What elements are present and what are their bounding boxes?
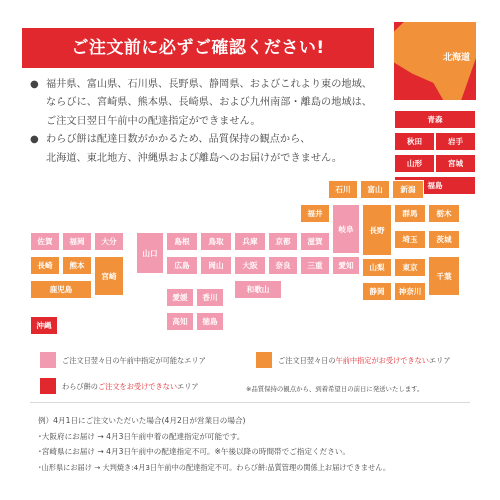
notice-text: わらび餅は配達日数がかかるため、品質保持の観点から、 北海道、東北地方、沖縄県および離島へのお届けができません。 bbox=[46, 134, 343, 164]
map-hokkaido bbox=[394, 22, 476, 100]
pref-yamanashi: 山梨 bbox=[362, 258, 392, 277]
pref-chiba: 千葉 bbox=[428, 256, 460, 296]
legend-orange-text-c: エリア bbox=[428, 356, 451, 365]
pref-nagasaki: 長崎 bbox=[30, 256, 60, 275]
pref-wakayama: 和歌山 bbox=[234, 280, 282, 299]
legend-orange-text-a: ご注文日翌々日の bbox=[278, 356, 336, 365]
pref-hyogo: 兵庫 bbox=[234, 232, 266, 251]
pref-tokushima: 徳島 bbox=[196, 312, 224, 331]
pref-gifu: 岐阜 bbox=[332, 204, 360, 254]
pref-label-hokkaido: 北海道 bbox=[442, 53, 470, 63]
pref-kochi: 高知 bbox=[166, 312, 194, 331]
example-line: ･宮崎県にお届け → 4月3日午前中の配達指定不可。※午後以降の時間帯でご指定ください。 bbox=[38, 447, 350, 457]
pref-okinawa: 沖縄 bbox=[30, 316, 58, 335]
pref-miyazaki: 宮崎 bbox=[94, 256, 124, 296]
pref-nara: 奈良 bbox=[268, 256, 298, 275]
legend-red-label bbox=[62, 382, 199, 392]
bullet-icon: ● bbox=[30, 79, 39, 90]
pref-fukui: 福井 bbox=[300, 204, 330, 223]
notice-item bbox=[30, 131, 380, 168]
pref-shizuoka: 静岡 bbox=[362, 282, 392, 301]
divider bbox=[30, 402, 470, 403]
pref-tottori: 鳥取 bbox=[200, 232, 232, 251]
pref-yamaguchi: 山口 bbox=[136, 232, 164, 274]
pref-miyagi: 宮城 bbox=[435, 154, 476, 173]
pref-kumamoto: 熊本 bbox=[62, 256, 92, 275]
notice-item bbox=[30, 76, 380, 131]
pref-osaka: 大阪 bbox=[234, 256, 266, 275]
notice-banner: ご注文前に必ずご確認ください! bbox=[22, 28, 374, 68]
pref-fukuoka: 福岡 bbox=[62, 232, 92, 251]
pref-gunma: 群馬 bbox=[394, 204, 426, 223]
pref-kagoshima: 鹿児島 bbox=[30, 280, 92, 299]
pref-tochigi: 栃木 bbox=[428, 204, 460, 223]
legend-orange-swatch bbox=[256, 352, 272, 368]
pref-ibaraki: 茨城 bbox=[428, 230, 460, 249]
example-line: ･大阪府にお届け → 4月3日午前中着の配達指定が可能です。 bbox=[38, 431, 245, 441]
legend-orange-label bbox=[278, 356, 451, 366]
pref-shiga: 滋賀 bbox=[300, 232, 330, 251]
pref-aomori: 青森 bbox=[394, 110, 476, 129]
pref-nagano: 長野 bbox=[362, 204, 392, 256]
pref-fukushima: 福島 bbox=[394, 176, 476, 195]
pref-iwate: 岩手 bbox=[435, 132, 476, 151]
legend-footnote: ※品質保持の観点から、到着希望日の前日に発送いたします。 bbox=[246, 385, 424, 393]
legend-red-swatch bbox=[40, 378, 56, 394]
legend-red-text-c: エリア bbox=[177, 382, 199, 391]
bullet-icon: ● bbox=[30, 134, 39, 146]
pref-oita: 大分 bbox=[94, 232, 124, 251]
pref-okayama: 岡山 bbox=[200, 256, 232, 275]
notice-text: 福井県、富山県、石川県、長野県、静岡県、およびこれより東の地域、 ならびに、宮崎県、熊本県、長崎県、および九州南部・離島の地域は、 ご注文日翌日午前中の配達指定ができません。 bbox=[46, 79, 372, 127]
pref-kagawa: 香川 bbox=[196, 288, 224, 307]
pref-ehime: 愛媛 bbox=[166, 288, 194, 307]
pref-tokyo: 東京 bbox=[394, 258, 426, 277]
legend-red-text-a: わらび餅の bbox=[62, 382, 98, 391]
legend-red-text-b: ご注文をお受けできない bbox=[97, 382, 178, 391]
pref-saitama: 埼玉 bbox=[394, 230, 426, 249]
pref-kyoto: 京都 bbox=[268, 232, 298, 251]
pref-hiroshima: 広島 bbox=[166, 256, 198, 275]
pref-toyama: 富山 bbox=[360, 180, 390, 199]
pref-mie: 三重 bbox=[300, 256, 330, 275]
example-line: 例）4月1日にご注文いただいた場合(4月2日が営業日の場合) bbox=[38, 416, 246, 425]
pref-akita: 秋田 bbox=[394, 132, 435, 151]
example-section bbox=[38, 413, 478, 475]
pref-shimane: 島根 bbox=[166, 232, 198, 251]
pref-aichi: 愛知 bbox=[332, 256, 360, 275]
pref-kanagawa: 神奈川 bbox=[394, 282, 426, 301]
pref-yamagata: 山形 bbox=[394, 154, 435, 173]
legend-orange-text-b: 午前中指定がお受けできない bbox=[335, 356, 429, 365]
example-line: ･山形県にお届け → 大判焼き:4月3日午前中の配達指定不可。わらび餅:品質管理の関係上お届けできません。 bbox=[38, 462, 391, 472]
legend-pink-swatch bbox=[40, 352, 56, 368]
pref-ishikawa: 石川 bbox=[328, 180, 358, 199]
legend-pink-label: ご注文日翌々日の午前中指定が可能なエリア bbox=[62, 356, 206, 365]
notice-list bbox=[30, 76, 380, 168]
pref-saga: 佐賀 bbox=[30, 232, 60, 251]
pref-niigata: 新潟 bbox=[392, 180, 424, 199]
